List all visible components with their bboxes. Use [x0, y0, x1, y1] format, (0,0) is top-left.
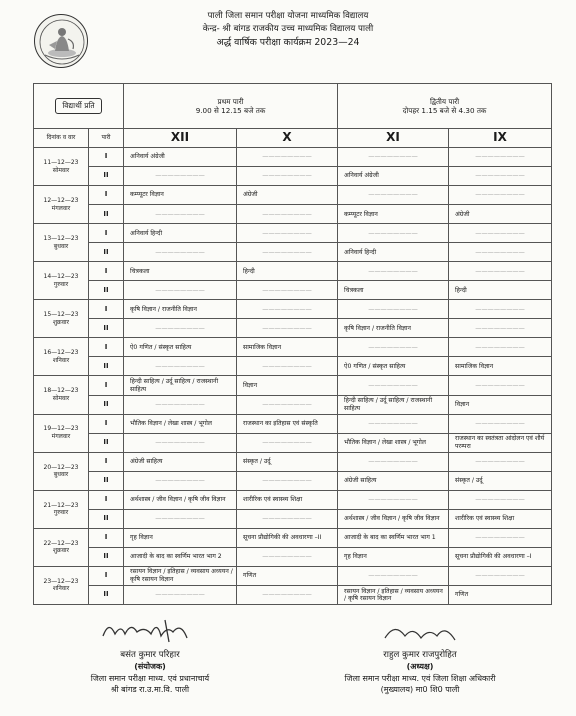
subject-cell: ————————: [124, 471, 237, 490]
subject-cell: ————————: [449, 338, 552, 357]
exam-day: शनिवार: [52, 356, 70, 364]
pali-number: II: [89, 471, 124, 490]
subject-cell: आजादी के बाद का स्वर्णिम भारत भाग 1: [338, 528, 449, 547]
right-signatory-role: (अध्यक्ष): [406, 662, 434, 671]
subject-cell: ————————: [338, 224, 449, 243]
exam-day: गुरुवार: [53, 280, 69, 288]
subject-cell: राजस्थान का इतिहास एवं संस्कृति: [237, 414, 338, 433]
date-day-cell: [34, 490, 89, 528]
student-label: विद्यार्थी प्रति: [55, 98, 101, 114]
subject-cell: ————————: [237, 547, 338, 566]
table-row: [34, 224, 552, 243]
table-row: [34, 528, 552, 547]
pali-number: I: [89, 262, 124, 281]
subject-cell: ————————: [237, 243, 338, 262]
first-shift-header: प्रथम पारी 9.00 से 12.15 बजे तक: [124, 84, 338, 129]
pali-number: I: [89, 528, 124, 547]
subject-cell: चित्रकला: [338, 281, 449, 300]
date-day-cell: [34, 338, 89, 376]
subject-cell: ————————: [124, 585, 237, 604]
exam-day: सोमवार: [52, 166, 70, 174]
subject-cell: ————————: [237, 433, 338, 452]
table-row: [34, 281, 552, 300]
subject-cell: अंग्रेजी साहित्य: [338, 471, 449, 490]
class-header-xii: XII: [124, 129, 237, 148]
subject-cell: कृषि विज्ञान / राजनीति विज्ञान: [124, 300, 237, 319]
pali-number: I: [89, 300, 124, 319]
subject-cell: ————————: [449, 452, 552, 471]
subject-cell: ————————: [237, 357, 338, 376]
subject-cell: ————————: [338, 414, 449, 433]
exam-day: मंगलवार: [51, 204, 71, 212]
subject-cell: संस्कृत / उर्दू: [237, 452, 338, 471]
subject-cell: ————————: [338, 376, 449, 395]
subject-cell: ————————: [237, 300, 338, 319]
subject-cell: ————————: [338, 262, 449, 281]
pali-number: I: [89, 376, 124, 395]
subject-cell: हिन्दी: [449, 281, 552, 300]
exam-date: 23—12—23: [43, 577, 79, 585]
table-row: [34, 452, 552, 471]
pali-number: I: [89, 452, 124, 471]
signature-block-left: [40, 616, 260, 696]
date-day-cell: [34, 262, 89, 300]
table-row: [34, 509, 552, 528]
date-day-cell: [34, 186, 89, 224]
subject-cell: ————————: [449, 300, 552, 319]
subject-cell: ————————: [237, 319, 338, 338]
subject-cell: संस्कृत / उर्दू: [449, 471, 552, 490]
subject-cell: गणित: [237, 566, 338, 585]
pali-number: I: [89, 338, 124, 357]
subject-cell: ————————: [449, 224, 552, 243]
subject-cell: ————————: [338, 566, 449, 585]
signature-scribble-left: [95, 616, 205, 646]
subject-cell: हिन्दी: [237, 262, 338, 281]
subject-cell: अनिवार्य अंग्रेजी: [338, 167, 449, 186]
table-row: [34, 205, 552, 224]
subject-cell: राजस्थान का स्वतंत्रता आंदोलन एवं शौर्य परम्परा: [449, 433, 552, 452]
subject-cell: ————————: [449, 186, 552, 205]
subject-cell: ————————: [449, 262, 552, 281]
subject-cell: ————————: [237, 148, 338, 167]
exam-date: 20—12—23: [43, 463, 79, 471]
date-day-cell: [34, 224, 89, 262]
subject-cell: ————————: [237, 471, 338, 490]
subject-cell: अर्थशास्त्र / जीव विज्ञान / कृषि जीव विज्ञान: [338, 509, 449, 528]
subject-cell: ————————: [449, 490, 552, 509]
subject-cell: ————————: [124, 395, 237, 414]
right-signatory-line-2: (मुख्यालय) मा0 शि0 पाली: [380, 685, 460, 694]
pali-number: II: [89, 243, 124, 262]
table-row: [34, 148, 552, 167]
left-signatory-name: बसंत कुमार परिहार: [120, 649, 180, 660]
subject-cell: ————————: [449, 319, 552, 338]
pali-number: II: [89, 281, 124, 300]
exam-date: 21—12—23: [43, 501, 79, 509]
right-signatory-line-1: जिला समान परीक्षा माध्य. एवं जिला शिक्षा अधिकारी: [344, 673, 496, 683]
pali-number: I: [89, 414, 124, 433]
exam-date: 16—12—23: [43, 349, 79, 357]
subject-cell: ————————: [449, 243, 552, 262]
subject-cell: ऐ0 गणित / संस्कृत साहित्य: [338, 357, 449, 376]
subject-cell: अनिवार्य अंग्रेजी: [124, 148, 237, 167]
subject-cell: अनिवार्य हिन्दी: [124, 224, 237, 243]
subject-cell: अंग्रेजी: [449, 205, 552, 224]
table-row: [34, 547, 552, 566]
subject-cell: ————————: [338, 490, 449, 509]
table-row: [34, 433, 552, 452]
subject-cell: ————————: [237, 167, 338, 186]
pali-number: I: [89, 224, 124, 243]
pali-number: II: [89, 547, 124, 566]
date-day-header: दिनांक व वार: [34, 129, 89, 148]
subject-cell: गणित: [449, 585, 552, 604]
subject-cell: ————————: [124, 243, 237, 262]
left-signatory-line-1: जिला समान परीक्षा माध्य. एवं प्रधानाचार्य: [90, 673, 210, 683]
date-day-cell: [34, 566, 89, 604]
subject-cell: चित्रकला: [124, 262, 237, 281]
table-row: [34, 395, 552, 414]
subject-cell: ————————: [449, 528, 552, 547]
exam-day: शुक्रवार: [52, 547, 70, 555]
subject-cell: ————————: [449, 414, 552, 433]
subject-cell: कम्प्यूटर विज्ञान: [124, 186, 237, 205]
class-header-x: X: [237, 129, 338, 148]
table-row: [34, 585, 552, 604]
subject-cell: ————————: [124, 433, 237, 452]
subject-cell: सूचना प्रौद्योगिकी की अवधारणा –I: [449, 547, 552, 566]
subject-cell: अंग्रेजी साहित्य: [124, 452, 237, 471]
saraswati-seal-icon: [34, 14, 88, 68]
subject-cell: ————————: [338, 338, 449, 357]
pali-number: I: [89, 186, 124, 205]
subject-cell: ————————: [237, 585, 338, 604]
date-day-cell: [34, 452, 89, 490]
exam-day: शनिवार: [52, 585, 70, 593]
subject-cell: ————————: [124, 357, 237, 376]
pali-number: II: [89, 167, 124, 186]
subject-cell: शारीरिक एवं स्वास्थ्य शिक्षा: [237, 490, 338, 509]
exam-day: सोमवार: [52, 395, 70, 403]
pali-number: II: [89, 585, 124, 604]
date-day-cell: [34, 300, 89, 338]
pali-header: पारी: [89, 129, 124, 148]
subject-cell: अर्थशास्त्र / जीव विज्ञान / कृषि जीव विज्ञान: [124, 490, 237, 509]
subject-cell: भौतिक विज्ञान / लेखा शास्त्र / भूगोल: [338, 433, 449, 452]
pali-number: II: [89, 357, 124, 376]
subject-cell: विज्ञान: [449, 395, 552, 414]
subject-cell: ऐ0 गणित / संस्कृत साहित्य: [124, 338, 237, 357]
left-signatory-role: (संयोजक): [134, 662, 166, 671]
subject-cell: आजादी के बाद का स्वर्णिम भारत भाग 2: [124, 547, 237, 566]
subject-cell: ————————: [124, 281, 237, 300]
table-row: [34, 167, 552, 186]
left-signatory-line-2: श्री बांगड रा.उ.मा.वि. पाली: [110, 685, 190, 694]
subject-cell: ————————: [338, 148, 449, 167]
pali-number: II: [89, 433, 124, 452]
header-line-2: केन्द्र- श्री बांगड राजकीय उच्च माध्यमिक विद्यालय पाली: [202, 24, 374, 34]
date-day-cell: [34, 148, 89, 186]
exam-day: शुक्रवार: [52, 318, 70, 326]
subject-cell: शारीरिक एवं स्वास्थ्य शिक्षा: [449, 509, 552, 528]
pali-number: II: [89, 319, 124, 338]
subject-cell: हिन्दी साहित्य / उर्दू साहित्य / राजस्थानी साहित्य: [338, 395, 449, 414]
subject-cell: ————————: [338, 186, 449, 205]
table-row: [34, 243, 552, 262]
subject-cell: ————————: [338, 452, 449, 471]
table-row: [34, 376, 552, 395]
subject-cell: अंग्रेजी: [237, 186, 338, 205]
second-shift-header: द्वितीय पारी दोपहर 1.15 बजे से 4.30 तक: [338, 84, 552, 129]
header-line-1: पाली जिला समान परीक्षा योजना माध्यमिक विद्यालय: [207, 11, 369, 21]
subject-cell: रसायन विज्ञान / इतिहास / व्यवसाय अध्ययन / कृषि रसायन विज्ञान: [338, 585, 449, 604]
subject-cell: ————————: [237, 205, 338, 224]
subject-cell: सामाजिक विज्ञान: [237, 338, 338, 357]
exam-date: 19—12—23: [43, 425, 79, 433]
exam-date: 18—12—23: [43, 387, 79, 395]
table-row: [34, 357, 552, 376]
subject-cell: हिन्दी साहित्य / उर्दू साहित्य / राजस्थानी साहित्य: [124, 376, 237, 395]
pali-number: I: [89, 566, 124, 585]
pali-number: II: [89, 395, 124, 414]
subject-cell: सूचना प्रौद्योगिकी की अवधारणा –II: [237, 528, 338, 547]
subject-cell: ————————: [124, 167, 237, 186]
subject-cell: कम्प्यूटर विज्ञान: [338, 205, 449, 224]
header-line-3: अर्द्ध वार्षिक परीक्षा कार्यक्रम 2023—24: [216, 37, 360, 48]
class-header-ix: IX: [449, 129, 552, 148]
subject-cell: गृह विज्ञान: [338, 547, 449, 566]
subject-cell: ————————: [237, 509, 338, 528]
table-row: [34, 319, 552, 338]
class-header-xi: XI: [338, 129, 449, 148]
subject-cell: ————————: [124, 205, 237, 224]
table-row: [34, 262, 552, 281]
subject-cell: भौतिक विज्ञान / लेखा शास्त्र / भूगोल: [124, 414, 237, 433]
subject-cell: गृह विज्ञान: [124, 528, 237, 547]
subject-cell: अनिवार्य हिन्दी: [338, 243, 449, 262]
subject-cell: ————————: [237, 281, 338, 300]
subject-cell: विज्ञान: [237, 376, 338, 395]
subject-cell: ————————: [124, 319, 237, 338]
exam-date: 13—12—23: [43, 235, 79, 243]
pali-number: I: [89, 490, 124, 509]
exam-day: मंगलवार: [51, 433, 71, 441]
table-row: [34, 414, 552, 433]
right-signatory-name: राहुल कुमार राजपुरोहित: [383, 649, 457, 660]
exam-date: 15—12—23: [43, 311, 79, 319]
date-day-cell: [34, 528, 89, 566]
subject-cell: ————————: [449, 167, 552, 186]
table-row: [34, 338, 552, 357]
exam-date: 12—12—23: [43, 197, 79, 205]
pali-number: II: [89, 509, 124, 528]
exam-date: 11—12—23: [43, 159, 79, 167]
exam-date: 22—12—23: [43, 539, 79, 547]
table-row: [34, 300, 552, 319]
table-row: [34, 566, 552, 585]
subject-cell: ————————: [237, 224, 338, 243]
exam-day: बुधवार: [53, 471, 69, 479]
pali-number: II: [89, 205, 124, 224]
subject-cell: ————————: [449, 566, 552, 585]
subject-cell: सामाजिक विज्ञान: [449, 357, 552, 376]
subject-cell: ————————: [449, 148, 552, 167]
subject-cell: रसायन विज्ञान / इतिहास / व्यवसाय अध्ययन / कृषि रसायन विज्ञान: [124, 566, 237, 585]
table-row: [34, 471, 552, 490]
signature-scribble-right: [375, 616, 465, 646]
exam-day: गुरुवार: [53, 509, 69, 517]
subject-cell: कृषि विज्ञान / राजनीति विज्ञान: [338, 319, 449, 338]
exam-date: 14—12—23: [43, 273, 79, 281]
student-label-cell: [34, 84, 124, 129]
table-row: [34, 490, 552, 509]
exam-day: बुधवार: [53, 242, 69, 250]
subject-cell: ————————: [237, 395, 338, 414]
pali-number: I: [89, 148, 124, 167]
signature-block-right: [300, 616, 540, 696]
table-row: [34, 186, 552, 205]
date-day-cell: [34, 376, 89, 414]
date-day-cell: [34, 414, 89, 452]
exam-timetable: [33, 83, 552, 605]
subject-cell: ————————: [449, 376, 552, 395]
subject-cell: ————————: [124, 509, 237, 528]
subject-cell: ————————: [338, 300, 449, 319]
